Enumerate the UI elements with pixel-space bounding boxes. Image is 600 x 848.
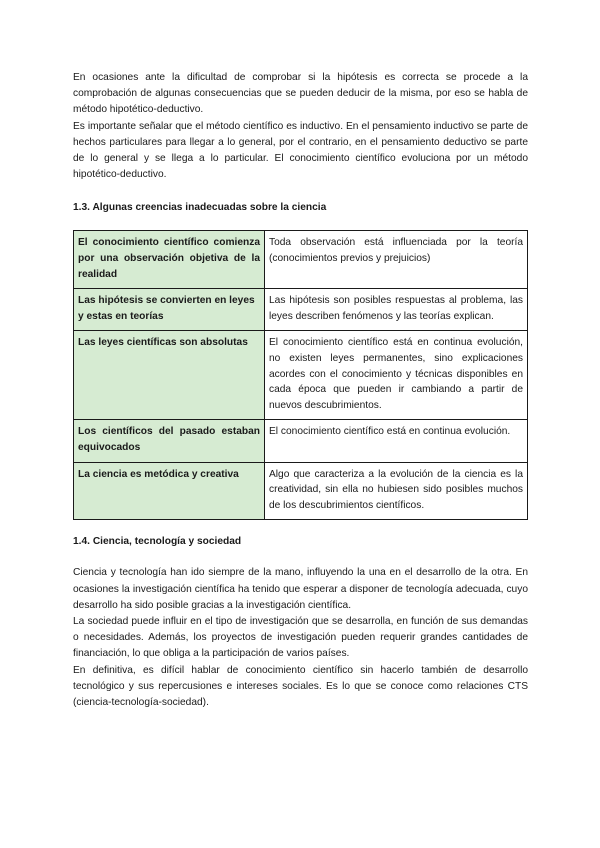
belief-cell: La ciencia es metódica y creativa xyxy=(74,462,265,520)
belief-cell: Los científicos del pasado estaban equivocados xyxy=(74,420,265,462)
table-row xyxy=(74,420,528,462)
section-heading-1-3: 1.3. Algunas creencias inadecuadas sobre la ciencia xyxy=(73,202,327,214)
beliefs-table xyxy=(73,230,528,520)
intro-paragraph-1: En ocasiones ante la dificultad de comprobar si la hipótesis es correcta se procede a la comprobación de algunas consecuencias que se pueden deducir de la misma, por eso se habla de método hipotético-deductivo. xyxy=(73,72,528,116)
table-row xyxy=(74,331,528,420)
document-page xyxy=(73,70,528,711)
answer-cell: Algo que caracteriza a la evolución de la ciencia es la creatividad, sin ella no hubiesen sido posibles muchos de los descubrimientos científicos. xyxy=(265,462,528,520)
section-1-4-paragraph-3: En definitiva, es difícil hablar de conocimiento científico sin hacerlo también de desarrollo tecnológico y sus repercusiones e intereses sociales. Es lo que se conoce como relaciones CTS (ciencia-tecnología-sociedad). xyxy=(73,664,528,708)
section-1-4-paragraph-2: La sociedad puede influir en el tipo de investigación que se desarrolla, en función de sus demandas o necesidades. Además, los proyectos de investigación pueden requerir grandes cantidades de financiación, lo que obliga a la participación de varios países. xyxy=(73,615,528,660)
table-row xyxy=(74,231,528,289)
answer-cell: El conocimiento científico está en continua evolución. xyxy=(265,420,528,462)
section-1-4-paragraph-1: Ciencia y tecnología han ido siempre de la mano, influyendo la una en el desarrollo de la otra. En ocasiones la investigación científica ha tenido que esperar a disponer de tecnología adecuada, cuyo desarrollo ha sido posible gracias a la investigación científica. xyxy=(73,567,528,611)
answer-cell: El conocimiento científico está en continua evolución, no existen leyes permanentes, sino explicaciones acordes con el conocimiento y técnicas disponibles en cada época que pueden ir cambiando a partir de nuevos descubrimientos. xyxy=(265,331,528,420)
intro-paragraph-2: Es importante señalar que el método científico es inductivo. En el pensamiento inductivo se parte de hechos particulares para llegar a lo general, por el contrario, en el pensamiento deductivo se parte de lo general y se llega a lo particular. El conocimiento científico evoluciona por un método hipotético-deductivo. xyxy=(73,120,528,181)
answer-cell: Toda observación está influenciada por la teoría (conocimientos previos y prejuicios) xyxy=(265,231,528,289)
answer-cell: Las hipótesis son posibles respuestas al problema, las leyes describen fenómenos y las teorías explican. xyxy=(265,289,528,331)
table-row xyxy=(74,462,528,520)
belief-cell: Las hipótesis se convierten en leyes y estas en teorías xyxy=(74,289,265,331)
table-row xyxy=(74,289,528,331)
belief-cell: Las leyes científicas son absolutas xyxy=(74,331,265,420)
section-heading-1-4: 1.4. Ciencia, tecnología y sociedad xyxy=(73,536,242,548)
belief-cell: El conocimiento científico comienza por una observación objetiva de la realidad xyxy=(74,231,265,289)
